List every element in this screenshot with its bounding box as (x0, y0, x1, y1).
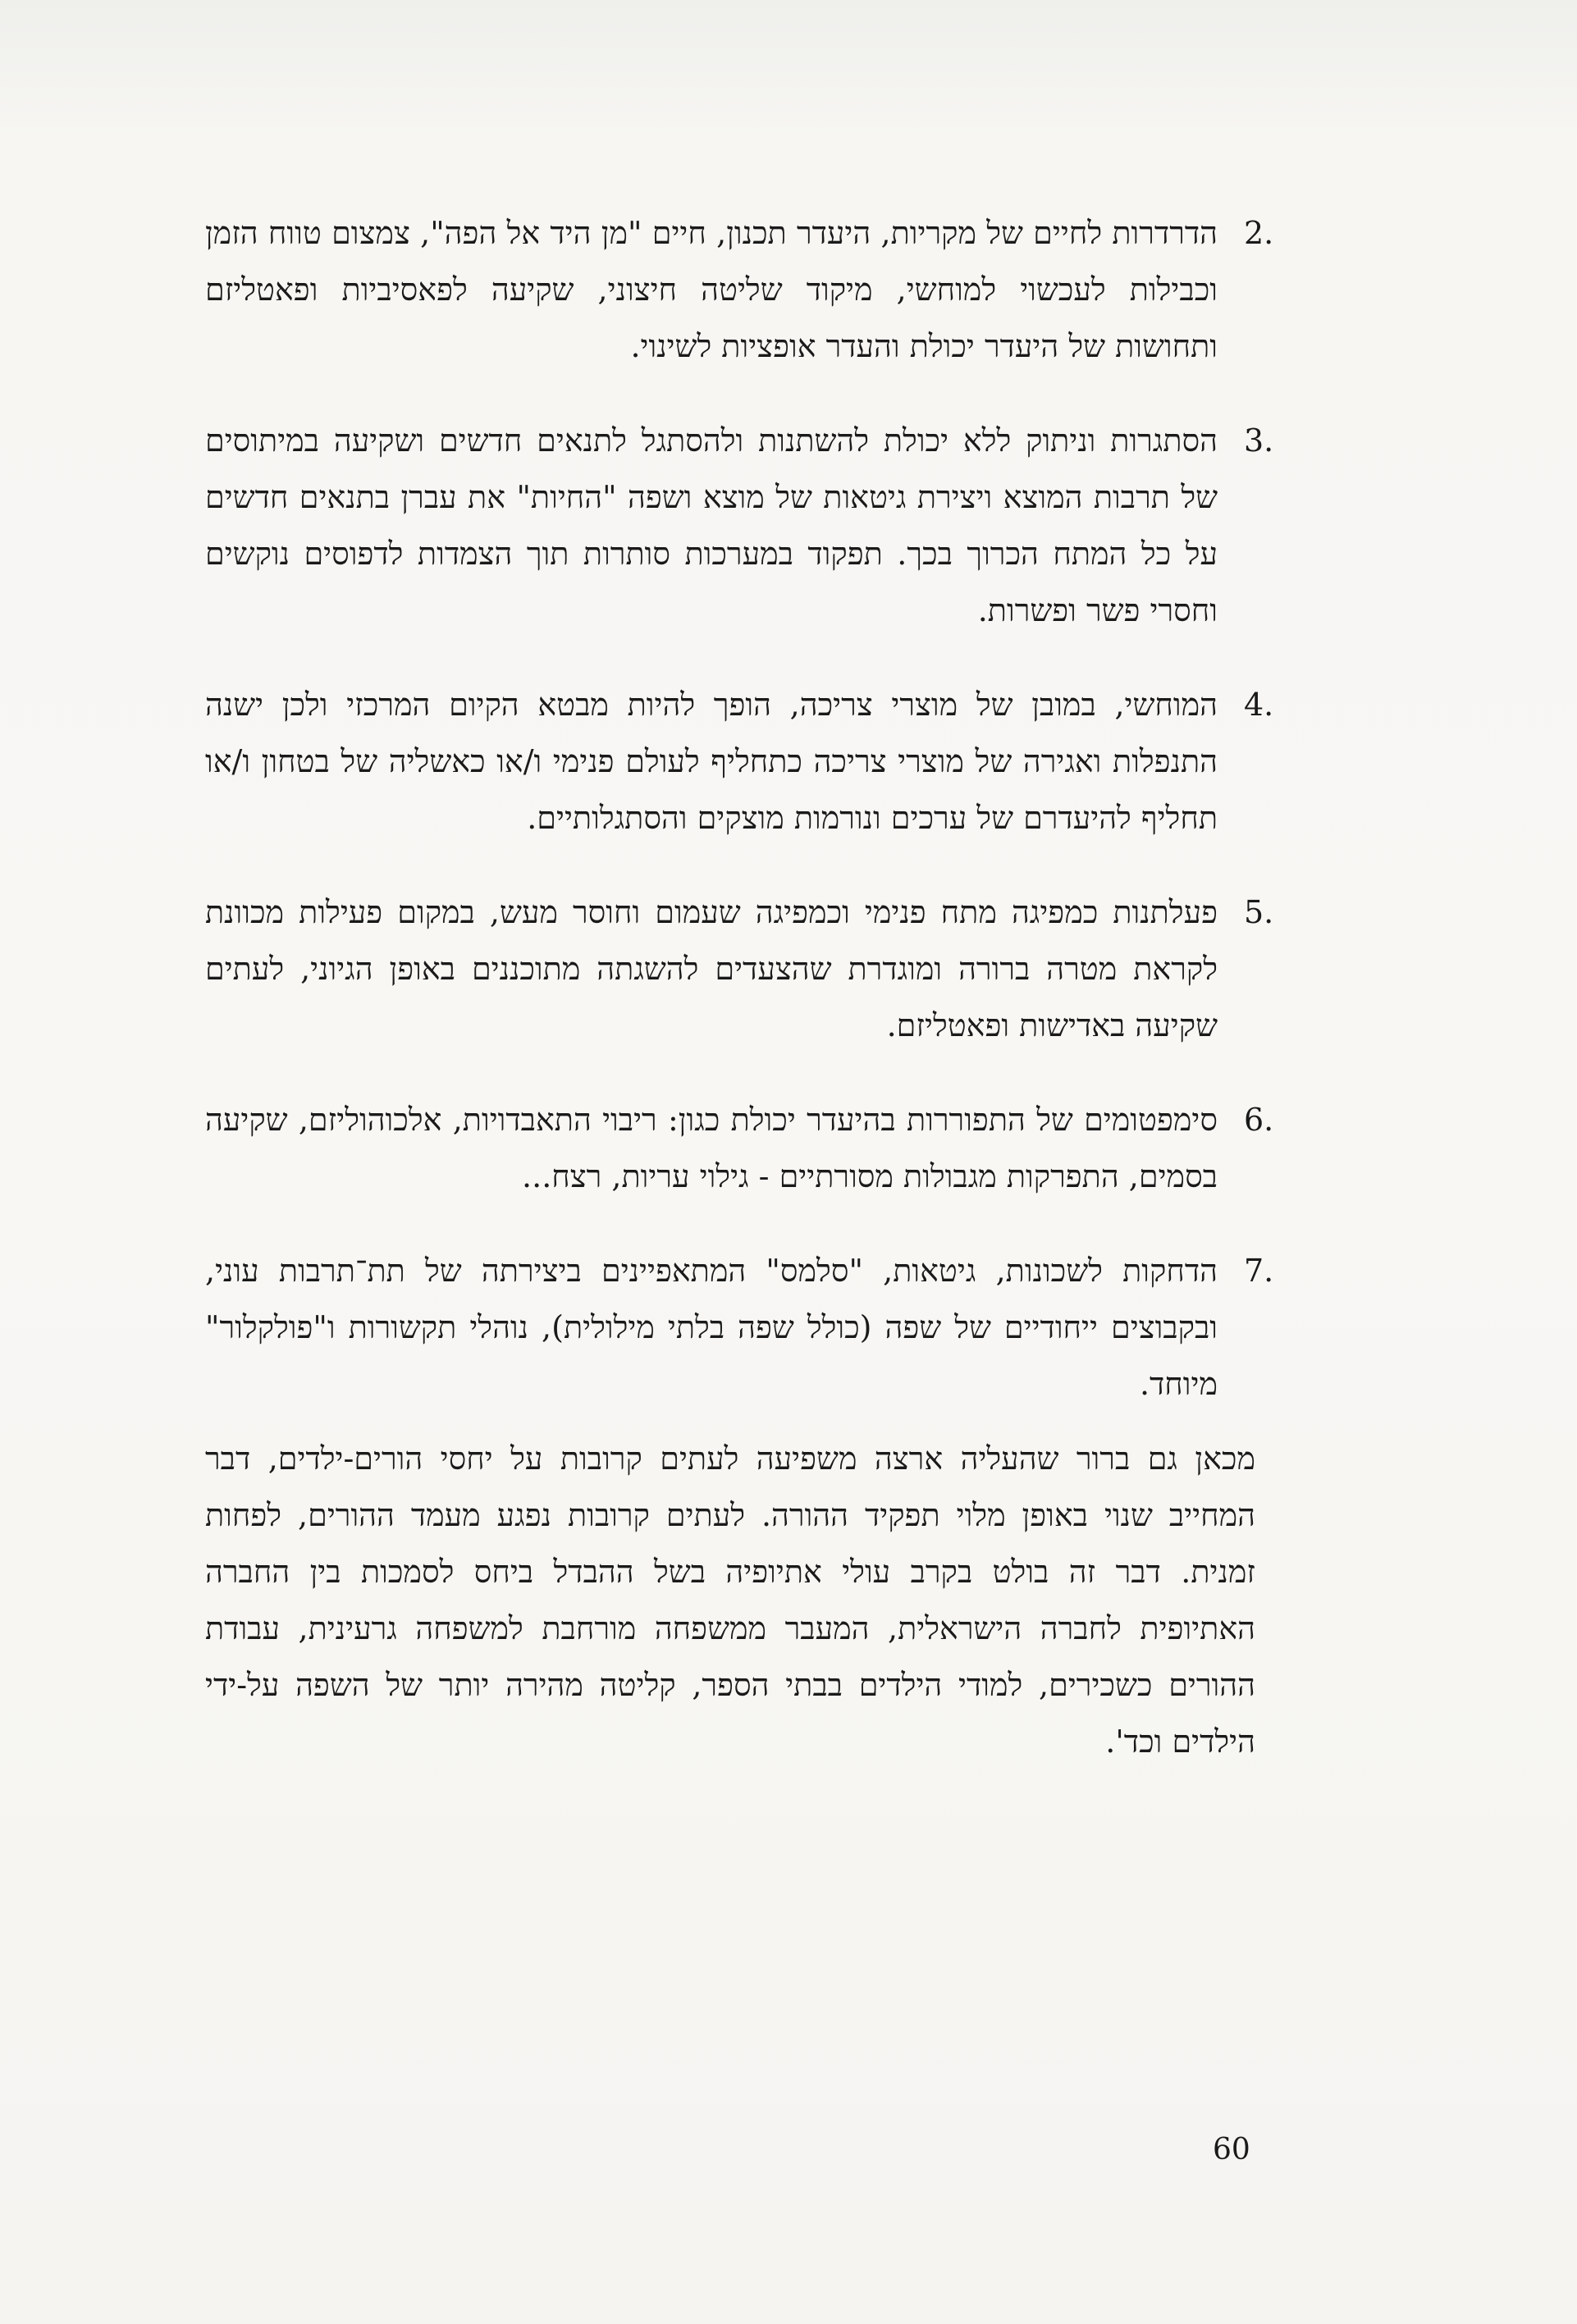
list-item-text: פעלתנות כמפיגה מתח פנימי וכמפיגה שעמום וחוסר מעש, במקום פעילות מכוונת לקראת מטרה ברורה ומוגדרת שהצעדים להשגתה מתוכננים באופן הגיוני, לעתים שקיעה באדישות ופאטליזם. (205, 894, 1218, 1043)
list-item-number: 6. (1244, 1102, 1274, 1138)
page-body (205, 205, 1274, 1801)
list-item-number: 4. (1244, 687, 1274, 723)
list-item-number: 5. (1244, 894, 1274, 930)
list-item (205, 677, 1274, 847)
list-item-text: סימפטומים של התפוררות בהיעדר יכולת כגון: ריבוי התאבדויות, אלכוהוליזם, שקיעה בסמים, התפרקות מגבולות מסורתיים - גילוי עריות, רצח... (205, 1102, 1218, 1194)
list-item (205, 1092, 1274, 1205)
list-item-number: 2. (1244, 215, 1274, 251)
list-item-number: 3. (1244, 422, 1274, 459)
list-item (205, 413, 1274, 639)
list-item-number: 7. (1244, 1253, 1274, 1289)
list-item-text: הדחקות לשכונות, גיטאות, "סלמס" המתאפיינים ביצירתה של תת־תרבות עוני, ובקבוצים ייחודיים של שפה (כולל שפה בלתי מילולית), נוהלי תקשורות ו"פולקלור" מיוחד. (205, 1253, 1218, 1402)
list-item (205, 205, 1274, 375)
closing-paragraph: מכאן גם ברור שהעליה ארצה משפיעה לעתים קרובות על יחסי הורים-ילדים, דבר המחייב שנוי באופן מלוי תפקיד ההורה. לעתים קרובות נפגע מעמד ההורים, לפחות זמנית. דבר זה בולט בקרב עולי אתיופיה בשל ההבדל ביחס לסמכות בין החברה האתיופית לחברה הישראלית, המעבר ממשפחה מורחבת למשפחה גרעינית, עבודת ההורים כשכירים, למודי הילדים בבתי הספר, קליטה מהירה יותר של השפה על-ידי הילדים וכד'. (205, 1441, 1255, 1760)
list-item (205, 1243, 1274, 1413)
list-item-text: המוחשי, במובן של מוצרי צריכה, הופך להיות מבטא הקיום המרכזי ולכן ישנה התנפלות ואגירה של מוצרי צריכה כתחליף לעולם פנימי ו/או כאשליה של בטחון ו/או תחליף להיעדרם של ערכים ונורמות מוצקים והסתגלותיים. (205, 687, 1218, 836)
page-number: 60 (1213, 2133, 1250, 2166)
list-item-text: הסתגרות וניתוק ללא יכולת להשתנות ולהסתגל לתנאים חדשים ושקיעה במיתוסים של תרבות המוצא ויצירת גיטאות של מוצא ושפה "החיות" את עברן בתנאים חדשים על כל המתח הכרוך בכך. תפקוד במערכות סותרות תוך הצמדות לדפוסים נוקשים וחסרי פשר ופשרות. (205, 422, 1218, 628)
list-item-text: הדרדרות לחיים של מקריות, היעדר תכנון, חיים "מן היד אל הפה", צמצום טווח הזמן וכבילות לעכשוי למוחשי, מיקוד שליטה חיצוני, שקיעה לפאסיביות ופאטליזם ותחושות של היעדר יכולת והעדר אופציות לשינוי. (205, 215, 1218, 364)
list-item (205, 884, 1274, 1054)
